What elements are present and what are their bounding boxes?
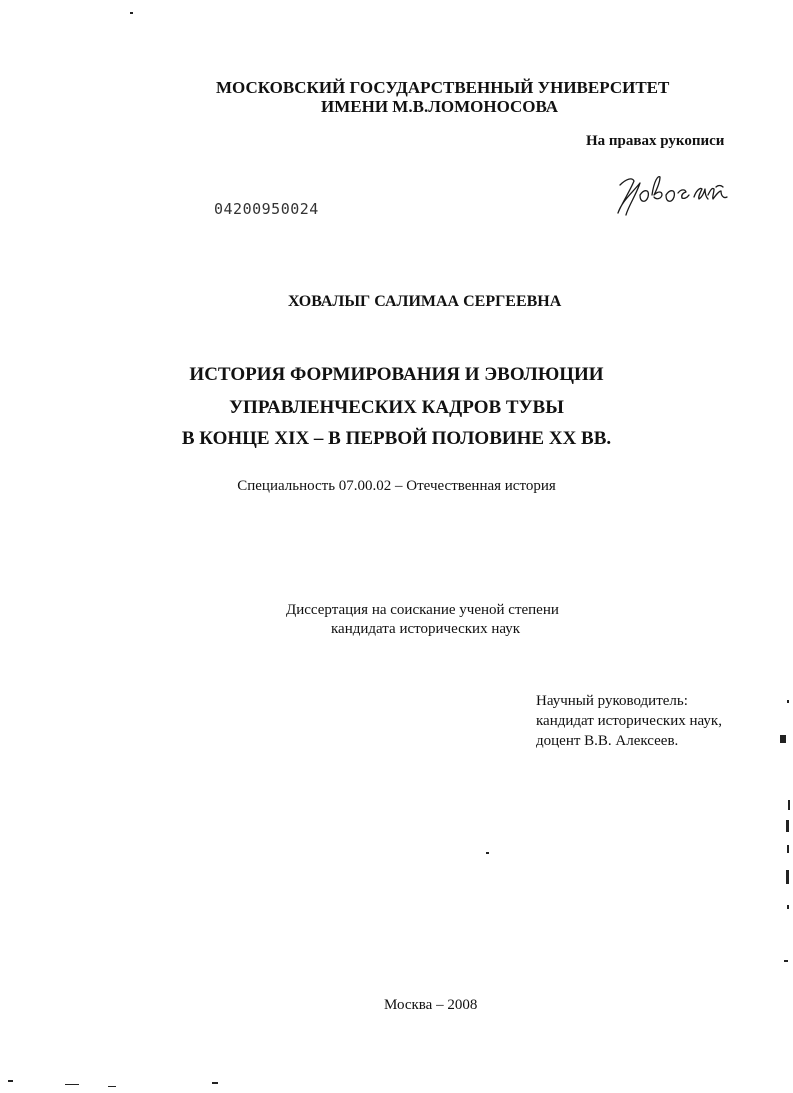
dissertation-line1: Диссертация на соискание ученой степени [286, 602, 559, 618]
scan-speck [212, 1082, 218, 1084]
catalog-number: 04200950024 [214, 200, 319, 218]
scan-speck [786, 870, 789, 884]
supervisor-label: Научный руководитель: [536, 693, 688, 709]
handwritten-signature-icon [612, 165, 737, 220]
scan-speck [786, 820, 789, 832]
scan-speck [486, 852, 489, 854]
title-line-2: УПРАВЛЕНЧЕСКИХ КАДРОВ ТУВЫ [229, 397, 564, 418]
specialty: Специальность 07.00.02 – Отечественная история [237, 478, 556, 494]
scan-speck [780, 735, 786, 743]
scan-speck [8, 1080, 13, 1082]
city-year: Москва – 2008 [384, 997, 478, 1013]
scan-speck [784, 960, 788, 962]
title-line-1: ИСТОРИЯ ФОРМИРОВАНИЯ И ЭВОЛЮЦИИ [189, 364, 604, 385]
university-name-line2: ИМЕНИ М.В.ЛОМОНОСОВА [321, 97, 559, 116]
supervisor-name: доцент В.В. Алексеев. [536, 733, 679, 749]
title-line-3: В КОНЦЕ XIX – В ПЕРВОЙ ПОЛОВИНЕ XX ВВ. [181, 428, 612, 449]
scan-speck [788, 800, 790, 810]
author-name: ХОВАЛЫГ САЛИМАА СЕРГЕЕВНА [288, 293, 562, 310]
scan-speck [130, 12, 133, 14]
scan-speck [787, 905, 789, 909]
scan-speck [108, 1086, 116, 1087]
scan-speck [787, 845, 789, 853]
scan-speck [65, 1084, 79, 1085]
dissertation-line2: кандидата исторических наук [331, 621, 521, 637]
university-name-line1: МОСКОВСКИЙ ГОСУДАРСТВЕННЫЙ УНИВЕРСИТЕТ [216, 78, 670, 97]
rights-note: На правах рукописи [586, 133, 725, 149]
supervisor-degree: кандидат исторических наук, [536, 713, 722, 729]
scan-speck [787, 700, 789, 703]
